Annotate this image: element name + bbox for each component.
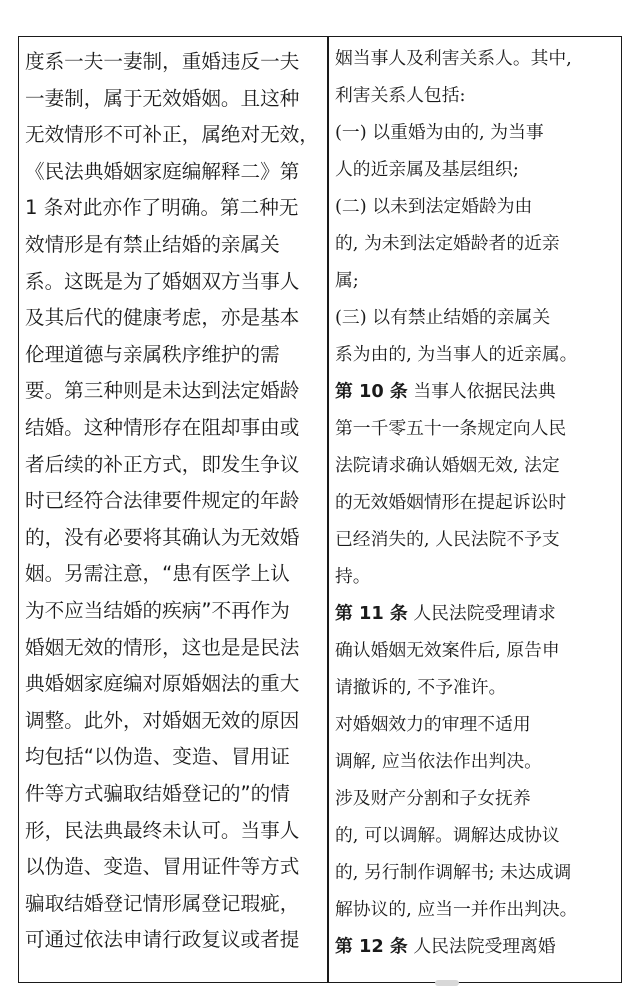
article-heading-line: [335, 378, 617, 403]
left-text-line: 一妻制，属于无效婚姻。且这种: [25, 86, 300, 110]
line-text: 请撤诉的, 不予准许。: [335, 677, 507, 698]
left-text-line: 要。第三种则是未达到法定婚龄: [25, 379, 300, 403]
right-text-line: [335, 674, 617, 699]
line-text: (一) 以重婚为由的, 为当事: [335, 122, 544, 143]
line-text: (二) 以未到法定婚龄为由: [335, 196, 533, 217]
right-text-line: [335, 452, 617, 477]
right-text-line: [335, 415, 617, 440]
left-text-line: 骗取结婚登记情形属登记瑕疵，: [25, 891, 300, 915]
line-text: 的, 另行制作调解书; 未达成调: [335, 862, 572, 883]
right-text-line: [335, 896, 617, 921]
left-text-line: 效情形是有禁止结婚的亲属关: [25, 233, 280, 256]
right-text-line: [335, 859, 617, 884]
right-text-line: [335, 637, 617, 662]
right-text-line: [335, 156, 617, 181]
right-text-line: [335, 341, 617, 366]
article-heading-line: [335, 933, 617, 958]
line-text: 持。: [335, 566, 371, 587]
right-text-line: [335, 304, 617, 329]
line-text: 当事人依据民法典: [407, 381, 556, 402]
line-text: 系为由的, 为当事人的近亲属。: [335, 344, 578, 365]
line-text: 姻当事人及利害关系人。其中,: [335, 48, 572, 69]
left-text-line: 以伪造、变造、冒用证件等方式: [25, 855, 300, 879]
line-text: 法院请求确认婚姻无效, 法定: [335, 455, 560, 476]
left-text-line: 《民法典婚姻家庭编解释二》第: [25, 159, 300, 183]
right-text-line: [335, 82, 617, 107]
line-text: 的, 为未到法定婚龄者的近亲: [335, 233, 560, 254]
right-text-line: [335, 711, 617, 736]
line-text: 人的近亲属及基层组织;: [335, 159, 519, 180]
line-text: 人民法院受理离婚: [407, 936, 556, 957]
article-number: 第 12 条: [335, 936, 408, 957]
right-text-line: [335, 193, 617, 218]
two-column-table: [18, 36, 622, 983]
left-text-line: 伦理道德与亲属秩序维护的需: [25, 342, 280, 366]
left-text-line: 可通过依法申请行政复议或者提: [25, 928, 300, 952]
line-text: 解协议的, 应当一并作出判决。: [335, 899, 578, 920]
right-text-line: [335, 230, 617, 255]
line-text: 的无效婚姻情形在提起诉讼时: [335, 492, 567, 513]
right-column: [335, 37, 617, 982]
right-text-line: [335, 526, 617, 551]
scroll-indicator: [435, 980, 459, 986]
line-text: 调解, 应当依法作出判决。: [335, 751, 542, 772]
left-text-line: 典婚姻家庭编对原婚姻法的重大: [25, 672, 300, 696]
right-text-line: [335, 267, 617, 292]
left-text-line: 为不应当结婚的疾病”不再作为: [25, 599, 290, 622]
right-text-line: [335, 563, 617, 588]
right-text-line: [335, 489, 617, 514]
left-text-line: 无效情形不可补正，属绝对无效，: [25, 123, 319, 147]
column-divider: [327, 37, 329, 982]
left-text-line: 姻。另需注意，“患有医学上认: [25, 562, 290, 586]
line-text: 第一千零五十一条规定向人民: [335, 418, 567, 439]
left-text-line: 者后续的补正方式，即发生争议: [25, 452, 300, 476]
right-text-line: [335, 748, 617, 773]
line-text: 属;: [335, 270, 359, 291]
line-text: 的, 可以调解。调解达成协议: [335, 825, 560, 846]
left-text-line: 件等方式骗取结婚登记的”的情: [25, 782, 290, 805]
right-text-line: [335, 119, 617, 144]
left-text-line: 调整。此外，对婚姻无效的原因: [25, 708, 300, 732]
left-text-line: 结婚。这种情形存在阻却事由或: [25, 416, 300, 439]
line-text: 已经消失的, 人民法院不予支: [335, 529, 560, 550]
line-text: 涉及财产分割和子女抚养: [335, 788, 531, 809]
left-text-line: 及其后代的健康考虑，亦是基本: [25, 306, 300, 330]
left-text-line: 度系一夫一妻制，重婚违反一夫: [25, 50, 300, 73]
line-text: (三) 以有禁止结婚的亲属关: [335, 307, 551, 328]
line-text: 对婚姻效力的审理不适用: [335, 714, 531, 735]
right-text-line: [335, 45, 617, 70]
line-text: 利害关系人包括:: [335, 85, 466, 106]
right-text-line: [335, 822, 617, 847]
left-text-line: 的，没有必要将其确认为无效婚: [25, 525, 300, 549]
article-number: 第 11 条: [335, 603, 408, 624]
left-text-line: 形，民法典最终未认可。当事人: [25, 818, 300, 842]
right-text-line: [335, 785, 617, 810]
left-text-line: 时已经符合法律要件规定的年龄: [25, 489, 300, 513]
left-text-line: 1 条对此亦作了明确。第二种无: [25, 196, 299, 220]
article-number: 第 10 条: [335, 381, 408, 402]
left-column: [25, 37, 321, 982]
left-text-line: 均包括“以伪造、变造、冒用证: [25, 745, 290, 769]
line-text: 人民法院受理请求: [407, 603, 556, 624]
left-text-line: 婚姻无效的情形，这也是是民法: [25, 635, 300, 659]
left-text-line: 系。这既是为了婚姻双方当事人: [25, 269, 300, 293]
line-text: 确认婚姻无效案件后, 原告申: [335, 640, 560, 661]
article-heading-line: [335, 600, 617, 625]
